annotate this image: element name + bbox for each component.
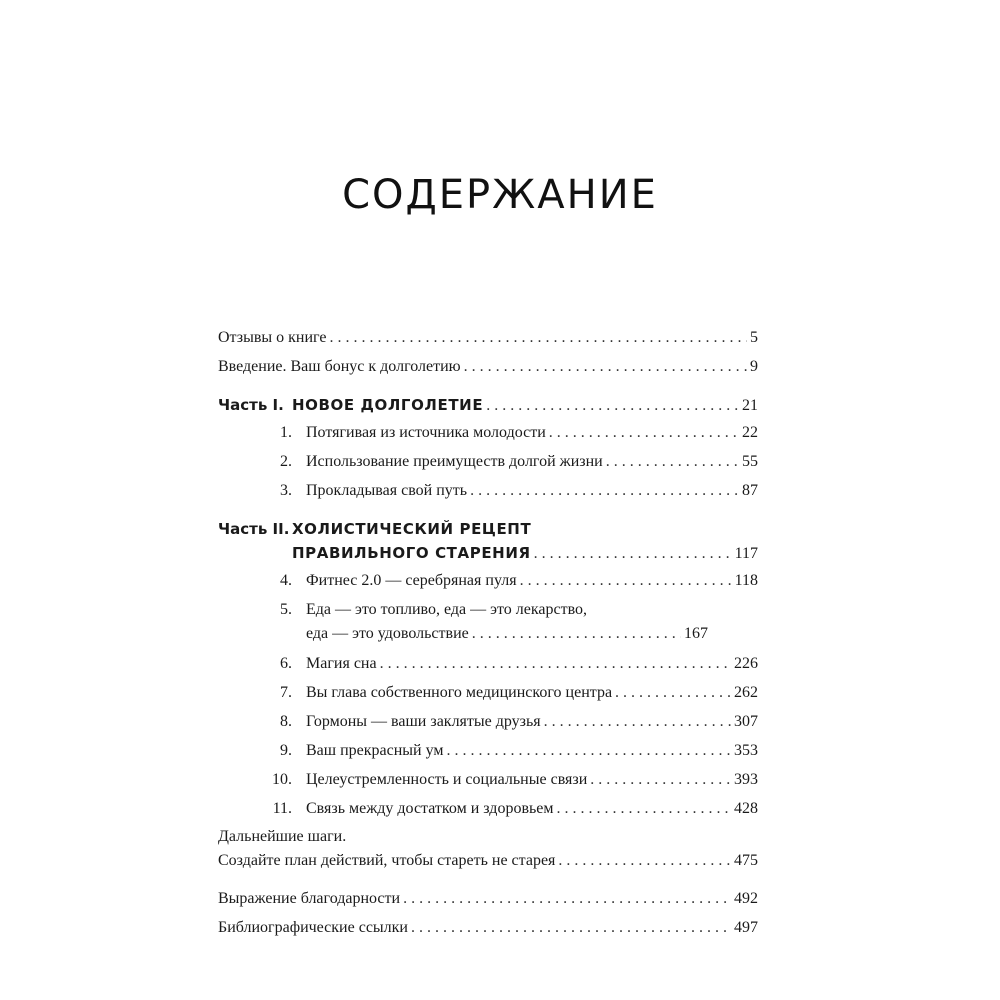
- leader-dots: [470, 479, 739, 503]
- chapter-number: 8.: [280, 713, 292, 730]
- leader-dots: [329, 326, 747, 350]
- leader-dots: [534, 542, 732, 566]
- toc-entry-text: Прокладывая свой путь: [306, 482, 468, 499]
- leader-dots: [590, 768, 731, 792]
- leader-dots: [520, 569, 732, 593]
- part-title: НОВОЕ ДОЛГОЛЕТИЕ: [292, 396, 484, 414]
- toc-entry-text-line-2: еда — это удовольствие: [306, 625, 469, 642]
- page-title: СОДЕРЖАНИЕ: [342, 172, 658, 218]
- toc-page-number: 226: [734, 655, 758, 672]
- chapter-number: 6.: [280, 655, 292, 672]
- toc-entry-text: Потягивая из источника молодости: [306, 424, 546, 441]
- leader-dots: [606, 450, 739, 474]
- toc-entry-text: Библиографические ссылки: [218, 919, 408, 936]
- toc-entry-chapter-5-continued[interactable]: [218, 622, 708, 646]
- chapter-number: 3.: [280, 482, 292, 499]
- leader-dots: [380, 652, 731, 676]
- leader-dots: [549, 421, 739, 445]
- toc-entry-part-1[interactable]: [218, 393, 758, 417]
- toc-entry-intro[interactable]: [218, 355, 758, 379]
- toc-entry-text: Использование преимуществ долгой жизни: [306, 453, 603, 470]
- toc-entry-chapter-3[interactable]: [218, 479, 758, 503]
- toc-entry-chapter-1[interactable]: [218, 421, 758, 445]
- toc-entry-text: Целеустремленность и социальные связи: [306, 771, 588, 788]
- leader-dots: [472, 622, 681, 646]
- toc-page-number: 393: [734, 771, 758, 788]
- leader-dots: [615, 681, 731, 705]
- table-of-contents: [218, 326, 758, 940]
- leader-dots: [411, 916, 731, 940]
- toc-entry-text: Отзывы о книге: [218, 329, 327, 346]
- toc-entry-chapter-5[interactable]: [218, 598, 758, 622]
- chapter-number: 2.: [280, 453, 292, 470]
- toc-entry-bibliography[interactable]: [218, 916, 758, 940]
- toc-entry-chapter-8[interactable]: [218, 710, 758, 734]
- chapter-number: 1.: [280, 424, 292, 441]
- toc-entry-next-steps-continued[interactable]: [218, 849, 758, 873]
- toc-entry-text-line-1: Дальнейшие шаги.: [218, 828, 347, 845]
- part-title-line-1: ХОЛИСТИЧЕСКИЙ РЕЦЕПТ: [292, 520, 532, 538]
- toc-page-number: 118: [734, 572, 758, 589]
- toc-page-number: 475: [734, 852, 758, 869]
- toc-entry-next-steps[interactable]: [218, 825, 758, 849]
- toc-entry-reviews[interactable]: [218, 326, 758, 350]
- toc-entry-text: Гормоны — ваши заклятые друзья: [306, 713, 541, 730]
- toc-page-number: 117: [734, 545, 758, 562]
- leader-dots: [464, 355, 747, 379]
- toc-entry-chapter-9[interactable]: [218, 739, 758, 763]
- leader-dots: [557, 797, 731, 821]
- toc-entry-text: Фитнес 2.0 — серебряная пуля: [306, 572, 517, 589]
- toc-entry-text: Вы глава собственного медицинского центра: [306, 684, 613, 701]
- part-label: Часть II.: [218, 520, 290, 538]
- toc-page-number: 492: [734, 890, 758, 907]
- toc-entry-text: Магия сна: [306, 655, 377, 672]
- toc-entry-chapter-4[interactable]: [218, 569, 758, 593]
- toc-entry-text-line-1: Еда — это топливо, еда — это лекарство,: [306, 601, 588, 618]
- part-title-line-2: ПРАВИЛЬНОГО СТАРЕНИЯ: [292, 544, 531, 562]
- toc-page-number: 87: [742, 482, 758, 499]
- leader-dots: [486, 394, 739, 418]
- toc-entry-chapter-11[interactable]: [218, 797, 758, 821]
- toc-entry-chapter-6[interactable]: [218, 652, 758, 676]
- leader-dots: [447, 739, 731, 763]
- toc-entry-text: Ваш прекрасный ум: [306, 742, 444, 759]
- chapter-number: 5.: [280, 601, 292, 618]
- toc-entry-text: Выражение благодарности: [218, 890, 401, 907]
- toc-entry-chapter-2[interactable]: [218, 450, 758, 474]
- toc-entry-part-2[interactable]: [218, 517, 758, 541]
- toc-page-number: 22: [742, 424, 758, 441]
- toc-entry-text: Введение. Ваш бонус к долголетию: [218, 358, 461, 375]
- toc-entry-chapter-10[interactable]: [218, 768, 758, 792]
- toc-entry-text: Связь между достатком и здоровьем: [306, 800, 554, 817]
- chapter-number: 7.: [280, 684, 292, 701]
- chapter-number: 11.: [272, 800, 292, 817]
- toc-page-number: 167: [684, 625, 708, 642]
- toc-page-number: 307: [734, 713, 758, 730]
- leader-dots: [403, 887, 731, 911]
- toc-entry-part-2-continued[interactable]: [218, 541, 758, 565]
- chapter-number: 10.: [272, 771, 292, 788]
- leader-dots: [558, 849, 731, 873]
- toc-entry-chapter-7[interactable]: [218, 681, 758, 705]
- part-label: Часть I.: [218, 396, 284, 414]
- toc-page-number: 353: [734, 742, 758, 759]
- toc-page-number: 21: [742, 397, 758, 414]
- toc-page-number: 262: [734, 684, 758, 701]
- chapter-number: 4.: [280, 572, 292, 589]
- toc-page-number: 5: [750, 329, 758, 346]
- toc-entry-acknowledgements[interactable]: [218, 887, 758, 911]
- chapter-number: 9.: [280, 742, 292, 759]
- toc-page-number: 9: [750, 358, 758, 375]
- toc-page-number: 428: [734, 800, 758, 817]
- toc-entry-text-line-2: Создайте план действий, чтобы стареть не старея: [218, 852, 556, 869]
- toc-page-number: 497: [734, 919, 758, 936]
- leader-dots: [544, 710, 731, 734]
- toc-page-number: 55: [742, 453, 758, 470]
